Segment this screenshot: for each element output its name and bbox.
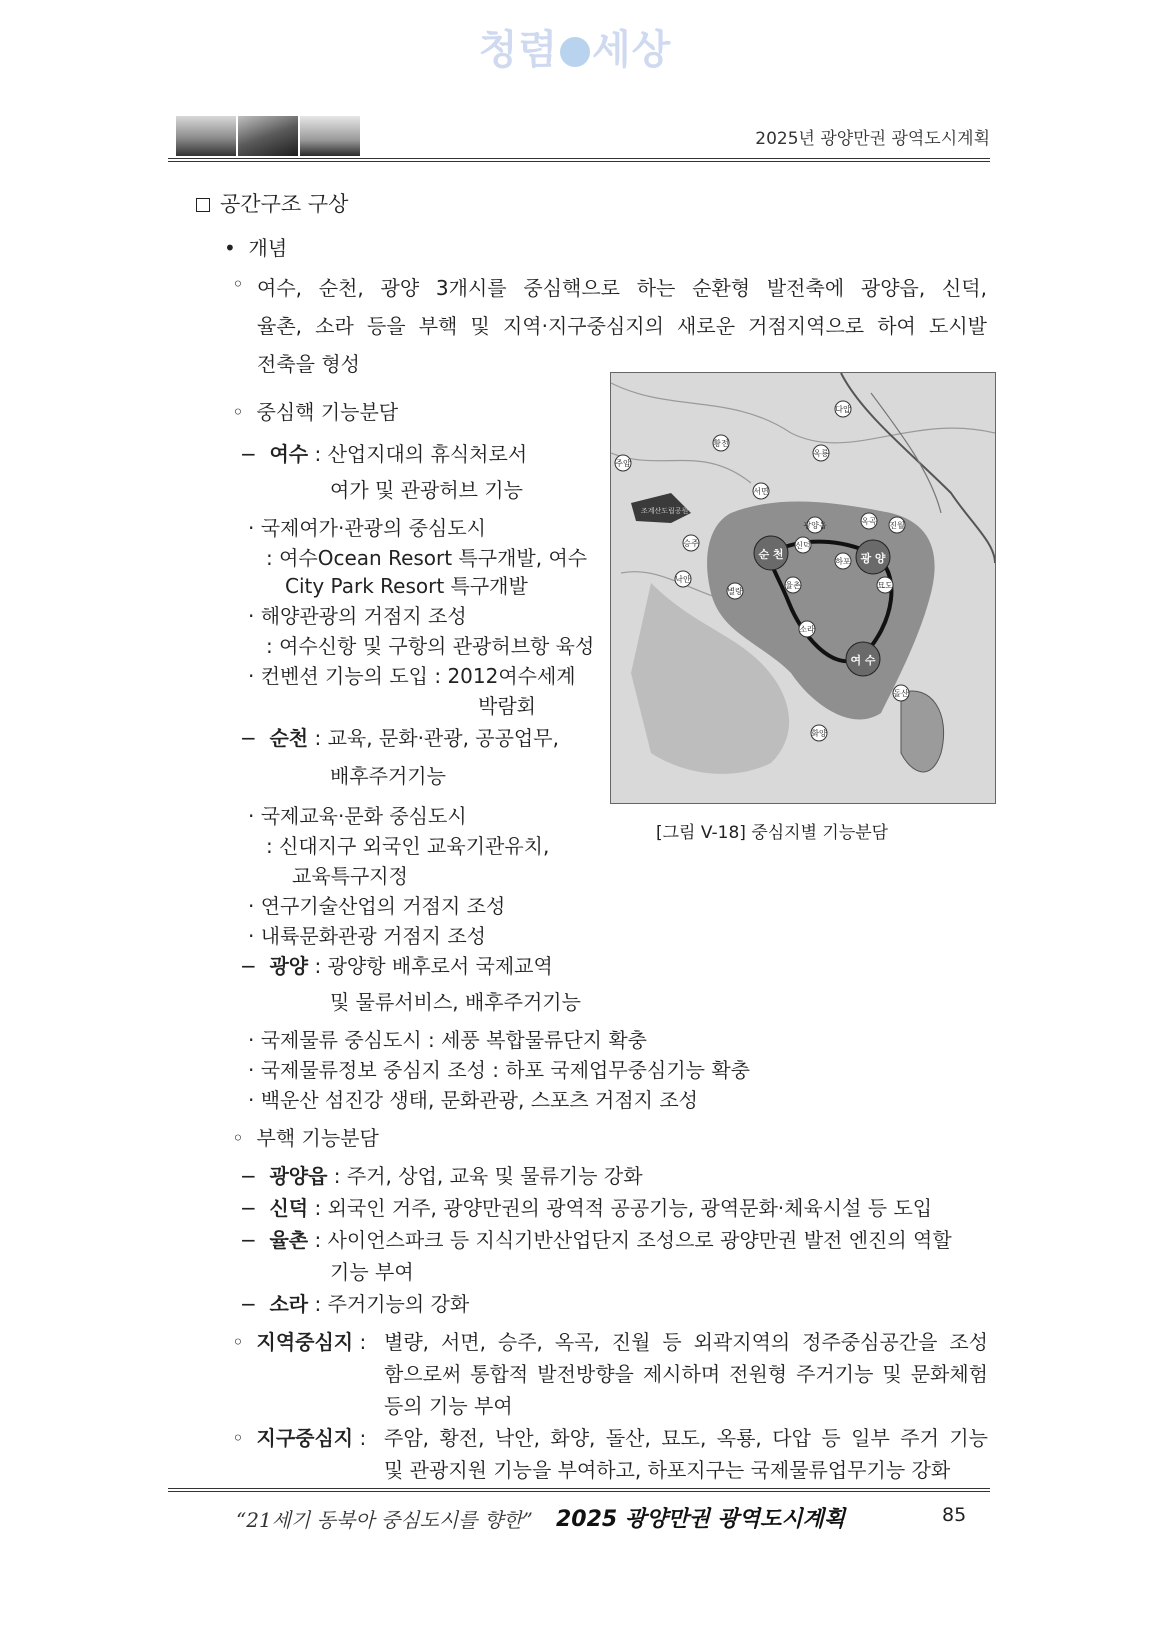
sub-item-sora: − 소라 : 주거기능의 강화 [240,1292,470,1316]
place-label: 화양 [811,729,827,738]
sub-heading: ◦ 부핵 기능분담 [232,1126,379,1150]
place-label: 소라 [799,625,815,634]
map-svg [611,373,995,803]
list-item: · 국제여가·관광의 중심도시 [248,516,486,540]
list-item: : 신대지구 외국인 교육기관유치, [266,834,550,858]
place-label: 돌산 [893,689,909,698]
core-suncheon [754,536,788,570]
footer-quote: “21세기 동북아 중심도시를 향한” [236,1508,533,1532]
place-label: 승주 [683,539,699,548]
list-item: 교육특구지정 [292,864,408,888]
svg-text:순 천: 순 천 [758,548,784,561]
footer-title: 2025 광양만권 광역도시계획 [556,1507,846,1532]
concept-heading: • 개념 [224,236,288,260]
regional-line-3: 등의 기능 부여 [384,1394,513,1418]
list-item: : 여수Ocean Resort 특구개발, 여수 [266,546,588,570]
footer-rule [168,1488,990,1489]
place-label: 주암 [615,459,631,468]
place-label: 묘도 [877,581,893,590]
footer-rule-2 [168,1491,990,1492]
yeosu-desc2: 여가 및 관광허브 기능 [330,478,523,502]
regional-line-2: 함으로써 통합적 발전방향을 제시하며 전원형 주거기능 및 문화체험 [384,1362,988,1386]
header-rule-2 [168,161,990,162]
core-heading: ◦ 중심핵 기능분담 [232,400,399,424]
sub-item-sindeok: − 신덕 : 외국인 거주, 광양만권의 광역적 공공기능, 광역문화·체육시설 등 도입 [240,1196,933,1220]
svg-text:광 양: 광 양 [860,552,886,565]
list-item: 박람회 [478,694,536,718]
place-label: 옥곡 [861,517,877,526]
suncheon-desc2: 배후주거기능 [330,764,446,788]
gwangyang-desc2: 및 물류서비스, 배후주거기능 [330,990,581,1014]
district-line-2: 및 관광지원 기능을 부여하고, 하포지구는 국제물류업무기능 강화 [384,1458,951,1482]
place-label: 서면 [753,487,769,496]
place-label: 황전 [713,439,729,448]
header-photo-1 [176,116,236,156]
core-gwangyang [856,540,890,574]
header-photo-strip [176,116,360,156]
regional-center-label: ◦ 지역중심지 : [232,1330,367,1354]
place-label: 광양읍 [803,521,827,530]
list-item: City Park Resort 특구개발 [285,574,528,598]
place-label: 다압 [835,405,851,414]
list-item: · 국제물류 중심도시 : 세풍 복합물류단지 확충 [248,1028,648,1052]
square-bullet-icon [196,198,210,212]
svg-text:조계산도립공원: 조계산도립공원 [641,507,689,515]
header-rule [168,158,990,159]
list-item: · 백운산 섬진강 생태, 문화관광, 스포츠 거점지 조성 [248,1088,698,1112]
place-label: 하포 [835,557,851,566]
suncheon-row: − 순천 : 교육, 문화·관광, 공공업무, [240,726,559,750]
page-number: 85 [942,1504,967,1526]
svg-text:여 수: 여 수 [850,654,876,667]
district-line-1: 주암, 황전, 낙안, 화양, 돌산, 묘도, 옥룡, 다압 등 일부 주거 기능 [384,1426,988,1450]
figure-caption: [그림 V-18] 중심지별 기능분담 [656,823,889,843]
place-label: 율촌 [785,581,801,590]
list-item: : 여수신항 및 구항의 관광허브항 육성 [266,634,595,658]
concept-line-1: 여수, 순천, 광양 3개시를 중심핵으로 하는 순환형 발전축에 광양읍, 신덕, [257,276,987,300]
list-item: · 내륙문화관광 거점지 조성 [248,924,486,948]
watermark-logo: 청렴 세상 [478,27,672,73]
sub-item-gwangyangeup: − 광양읍 : 주거, 상업, 교육 및 물류기능 강화 [240,1164,643,1188]
header-photo-2 [238,116,298,156]
list-item: · 연구기술산업의 거점지 조성 [248,894,506,918]
concept-line-3: 전축을 형성 [257,352,360,376]
concept-line-2: 율촌, 소라 등을 부핵 및 지역·지구중심지의 새로운 거점지역으로 하여 도시발 [257,314,987,338]
regional-line-1: 별량, 서면, 승주, 옥곡, 진월 등 외곽지역의 정주중심공간을 조성 [384,1330,988,1354]
function-map-figure [610,372,996,804]
list-item: · 컨벤션 기능의 도입 : 2012여수세계 [248,664,576,688]
place-label: 별량 [727,587,743,596]
running-header-title: 2025년 광양만권 광역도시계획 [755,129,990,149]
place-label: 진월 [889,521,905,530]
place-label: 낙안 [675,575,691,584]
section-title: 공간구조 구상 [196,188,348,218]
place-label: 신덕 [795,541,811,550]
header-photo-3 [300,116,360,156]
circle-bullet-icon: ◦ [232,272,244,296]
list-item: · 국제교육·문화 중심도시 [248,804,467,828]
gwangyang-row: − 광양 : 광양항 배후로서 국제교역 [240,954,553,978]
place-label: 옥룡 [813,449,829,458]
district-center-label: ◦ 지구중심지 : [232,1426,367,1450]
yeosu-row: − 여수 : 산업지대의 휴식처로서 [240,442,528,466]
sub-item-yulchon: − 율촌 : 사이언스파크 등 지식기반산업단지 조성으로 광양만권 발전 엔진의 역할 [240,1228,952,1252]
list-item: · 국제물류정보 중심지 조성 : 하포 국제업무중심기능 확충 [248,1058,750,1082]
core-yeosu [846,642,880,676]
sub-item-yulchon-2: 기능 부여 [330,1260,414,1284]
list-item: · 해양관광의 거점지 조성 [248,604,467,628]
